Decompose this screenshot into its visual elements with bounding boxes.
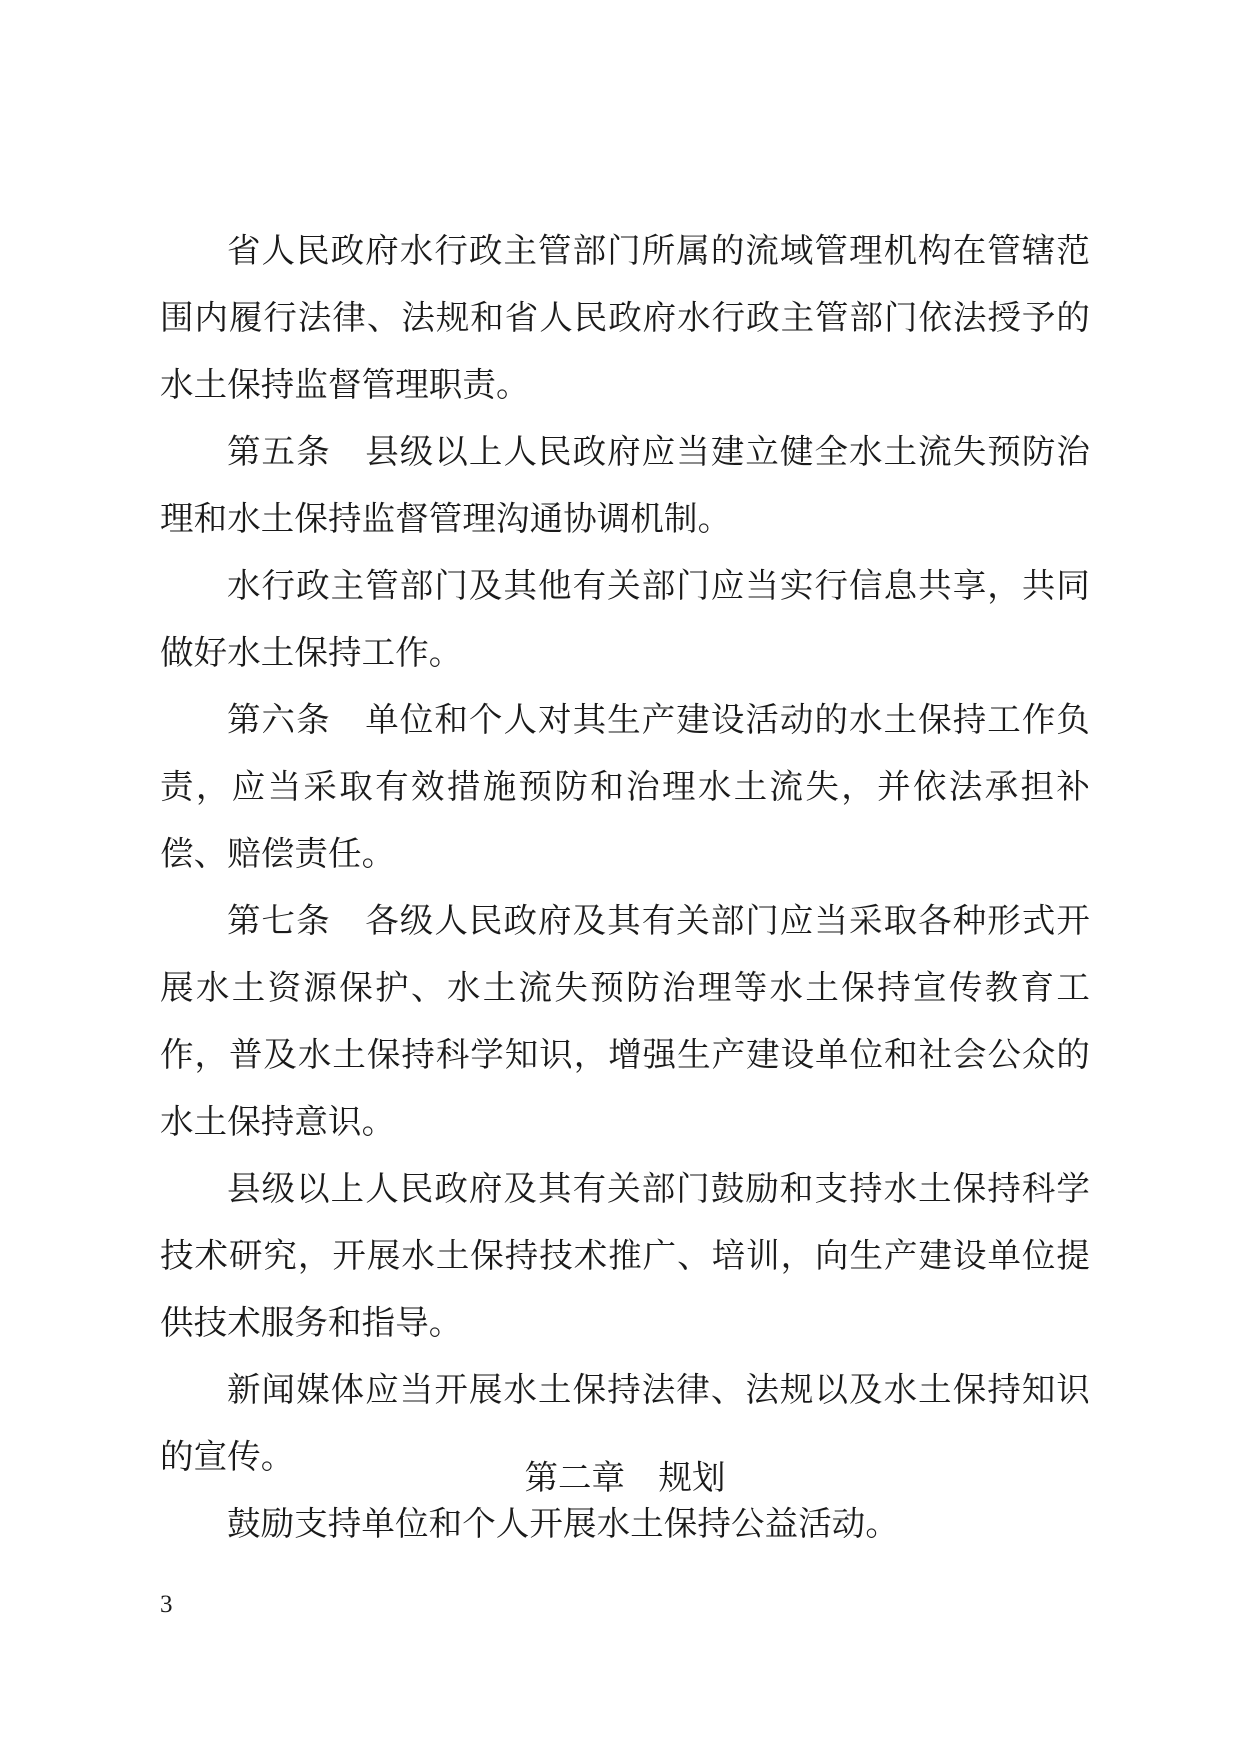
paragraph-article-5: 第五条 县级以上人民政府应当建立健全水土流失预防治理和水土保持监督管理沟通协调机制。: [160, 432, 1090, 538]
paragraph-information-sharing: 水行政主管部门及其他有关部门应当实行信息共享，共同做好水土保持工作。: [160, 566, 1090, 672]
regulation-body: [160, 217, 1090, 1557]
paragraph-article-7: 第七条 各级人民政府及其有关部门应当采取各种形式开展水土资源保护、水土流失预防治理等水土保持宣传教育工作，普及水土保持科学知识，增强生产建设单位和社会公众的水土保持意识。: [160, 901, 1090, 1141]
paragraph-public-welfare: 鼓励支持单位和个人开展水土保持公益活动。: [227, 1504, 899, 1543]
paragraph-article-6: 第六条 单位和个人对其生产建设活动的水土保持工作负责，应当采取有效措施预防和治理水土流失，并依法承担补偿、赔偿责任。: [160, 700, 1090, 873]
page-number: 3: [160, 1591, 173, 1618]
paragraph-basin-authority: 省人民政府水行政主管部门所属的流域管理机构在管辖范围内履行法律、法规和省人民政府水行政主管部门依法授予的水土保持监督管理职责。: [160, 231, 1090, 404]
chapter-heading: 第二章 规划: [524, 1458, 726, 1497]
paragraph-technology-support: 县级以上人民政府及其有关部门鼓励和支持水土保持科学技术研究，开展水土保持技术推广、培训，向生产建设单位提供技术服务和指导。: [160, 1169, 1090, 1342]
paragraph-news-media: 新闻媒体应当开展水土保持法律、法规以及水土保持知识的宣传。: [160, 1370, 1090, 1476]
